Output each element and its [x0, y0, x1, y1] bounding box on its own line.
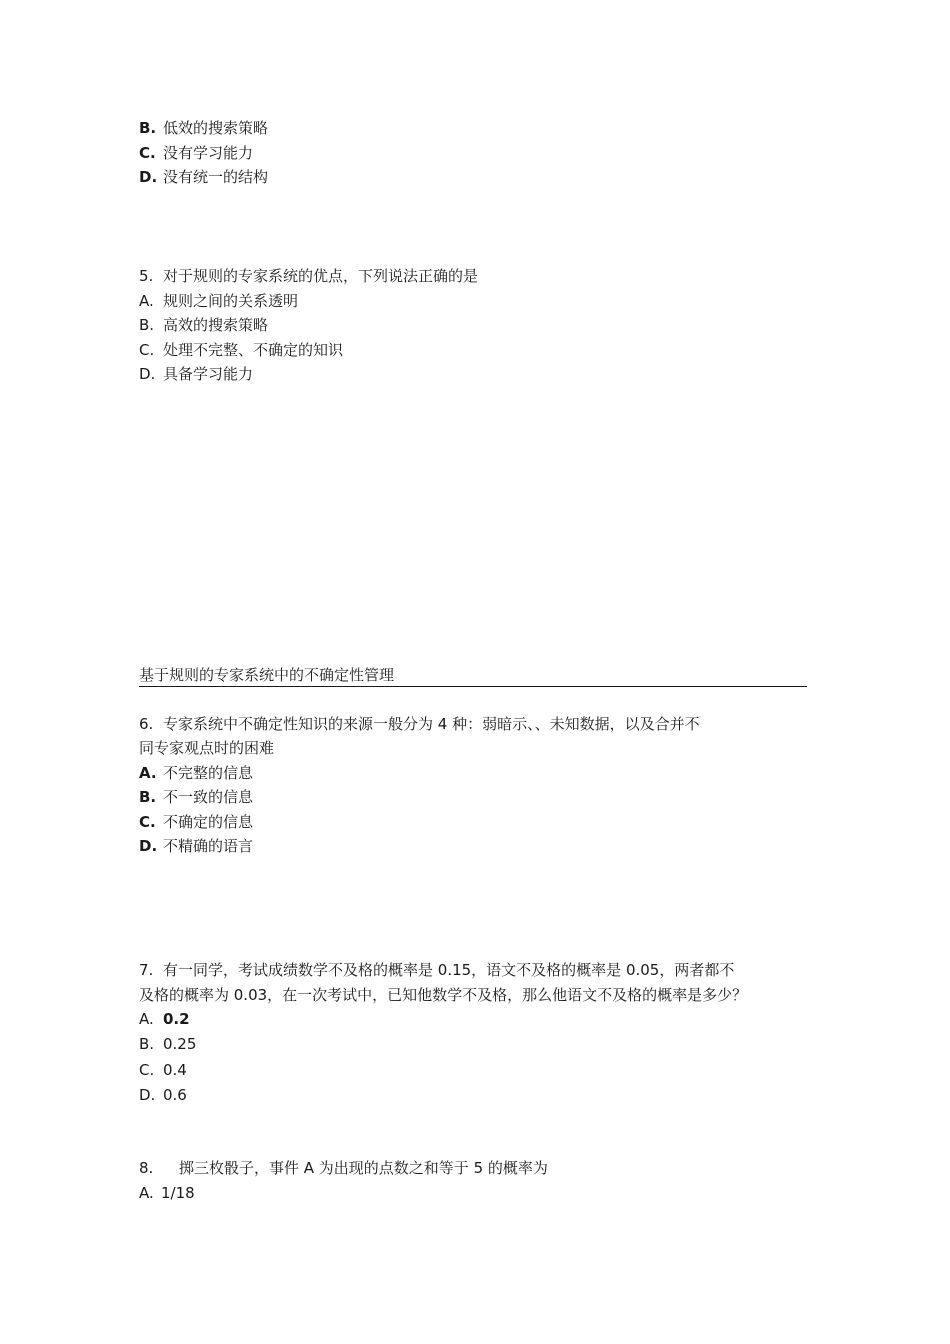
- option-text: 没有统一的结构: [163, 168, 269, 186]
- q7-option-a: [139, 1008, 190, 1030]
- question-7: [139, 959, 734, 981]
- q5-option-c: [139, 339, 343, 361]
- q6-option-c: [139, 811, 253, 833]
- option-label: A.: [139, 292, 154, 310]
- q5-option-b: [139, 314, 268, 336]
- option-text: 处理不完整、不确定的知识: [163, 341, 344, 359]
- option-label: D.: [139, 168, 158, 186]
- option-label: B.: [139, 316, 155, 334]
- question-number: 8.: [139, 1159, 154, 1177]
- question-6-continued: [139, 737, 274, 759]
- option-c: [139, 142, 253, 164]
- question-number: 5.: [139, 267, 154, 285]
- option-label: B.: [139, 1035, 155, 1053]
- option-text: 1/18: [161, 1184, 195, 1202]
- option-label: C.: [139, 341, 155, 359]
- option-label: A.: [139, 1184, 154, 1202]
- option-label: D.: [139, 365, 156, 383]
- question-6: [139, 713, 700, 735]
- option-text: 0.4: [163, 1061, 187, 1079]
- q6-option-b: [139, 786, 253, 808]
- question-text: 同专家观点时的困难: [139, 739, 275, 757]
- question-5: [139, 265, 478, 287]
- option-text: 具备学习能力: [163, 365, 254, 383]
- option-label: C.: [139, 813, 156, 831]
- q8-option-a: [139, 1182, 195, 1204]
- option-text: 规则之间的关系透明: [163, 292, 299, 310]
- question-text: 对于规则的专家系统的优点，下列说法正确的是: [163, 267, 479, 285]
- q5-option-a: [139, 290, 298, 312]
- option-text: 不精确的语言: [163, 837, 254, 855]
- q5-option-d: [139, 363, 253, 385]
- q7-option-d: [139, 1084, 187, 1106]
- option-text: 0.6: [163, 1086, 187, 1104]
- option-label: C.: [139, 144, 156, 162]
- option-d: [139, 166, 268, 188]
- option-text: 不确定的信息: [163, 813, 254, 831]
- question-7-continued: [139, 984, 747, 1006]
- option-label: A.: [139, 764, 157, 782]
- q6-option-d: [139, 835, 253, 857]
- option-text: 0.25: [163, 1035, 197, 1053]
- option-text: 低效的搜索策略: [163, 119, 269, 137]
- q6-option-a: [139, 762, 253, 784]
- section-title: 基于规则的专家系统中的不确定性管理: [139, 664, 807, 687]
- question-text: 及格的概率为 0.03，在一次考试中，已知他数学不及格，那么他语文不及格的概率是多少？: [139, 986, 748, 1004]
- option-label: A.: [139, 1010, 154, 1028]
- question-number: 6.: [139, 715, 154, 733]
- question-text: 专家系统中不确定性知识的来源一般分为 4 种：弱暗示、、未知数据，以及合并不: [163, 715, 700, 733]
- question-8: [139, 1157, 548, 1179]
- option-text: 没有学习能力: [163, 144, 254, 162]
- question-text: 掷三枚骰子，事件 A 为出现的点数之和等于 5 的概率为: [179, 1159, 548, 1177]
- option-label: B.: [139, 119, 157, 137]
- question-text: 有一同学，考试成绩数学不及格的概率是 0.15，语文不及格的概率是 0.05，两者都不: [163, 961, 735, 979]
- q7-option-c: [139, 1059, 187, 1081]
- option-label: C.: [139, 1061, 155, 1079]
- option-text: 不完整的信息: [163, 764, 254, 782]
- option-text: 0.2: [163, 1010, 190, 1028]
- option-text: 高效的搜索策略: [163, 316, 269, 334]
- question-number: 7.: [139, 961, 154, 979]
- option-text: 不一致的信息: [163, 788, 254, 806]
- option-label: B.: [139, 788, 157, 806]
- option-label: D.: [139, 837, 158, 855]
- q7-option-b: [139, 1033, 196, 1055]
- option-label: D.: [139, 1086, 156, 1104]
- option-b: [139, 117, 268, 139]
